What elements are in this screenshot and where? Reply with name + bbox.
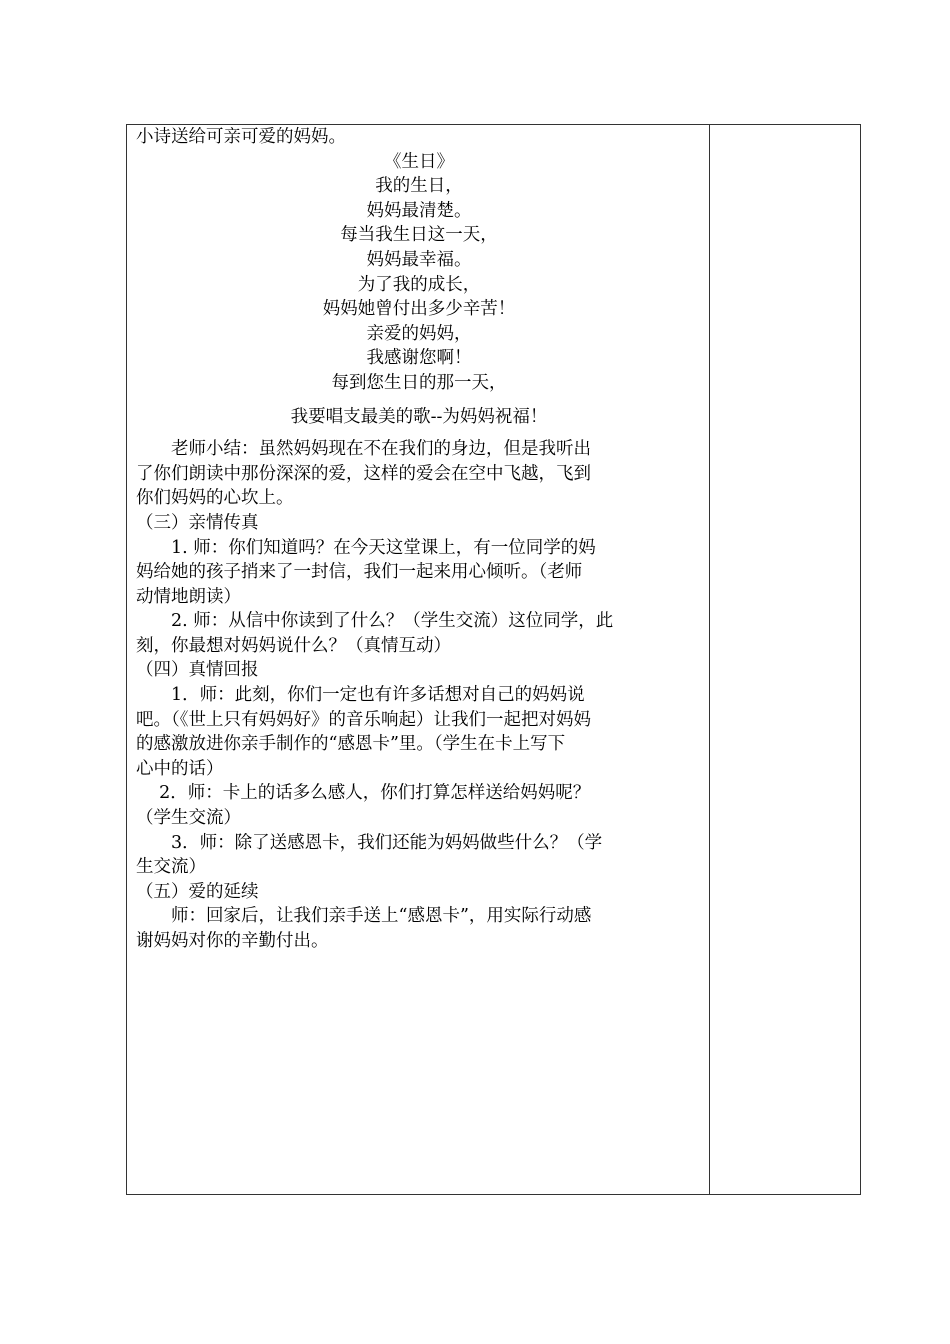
body-line: 2．师：卡上的话多么感人，你们打算怎样送给妈妈呢？ <box>136 783 591 804</box>
section-heading: （五）爱的延续 <box>136 881 259 902</box>
lesson-table <box>126 124 861 1195</box>
body-line: 师：回家后，让我们亲手送上“感恩卡”，用实际行动感 <box>136 906 592 927</box>
poem-verse: 亲爱的妈妈， <box>366 323 472 344</box>
lesson-content-cell <box>136 125 702 954</box>
section-heading: （四）真情回报 <box>136 660 259 681</box>
body-line: 刻，你最想对妈妈说什么？（真情互动） <box>136 635 451 656</box>
poem-verse: 每到您生日的那一天， <box>331 372 507 393</box>
body-line: 2. 师：从信中你读到了什么？（学生交流）这位同学，此 <box>136 611 614 632</box>
body-line: 老师小结：虽然妈妈现在不在我们的身边，但是我听出 <box>136 439 591 460</box>
poem-title: 《生日》 <box>384 151 454 172</box>
intro-line: 小诗送给可亲可爱的妈妈。 <box>136 127 346 147</box>
body-line: 动情地朗读） <box>136 586 241 607</box>
poem-verse: 每当我生日这一天， <box>340 225 498 246</box>
column-divider <box>709 125 710 1194</box>
body-line: （学生交流） <box>136 808 241 829</box>
body-line: 的感激放进你亲手制作的“感恩卡”里。（学生在卡上写下 <box>136 734 566 755</box>
body-line: 心中的话） <box>136 758 224 779</box>
body-line: 1. 师：你们知道吗？在今天这堂课上，有一位同学的妈 <box>136 537 596 558</box>
poem-verse: 为了我的成长， <box>357 274 481 295</box>
body-line: 3．师：除了送感恩卡，我们还能为妈妈做些什么？（学 <box>136 832 603 853</box>
body-line: 妈给她的孩子捎来了一封信，我们一起来用心倾听。（老师 <box>136 562 583 583</box>
poem-last-verse: 我要唱支最美的歌--为妈妈祝福！ <box>290 406 548 427</box>
section-heading: （三）亲情传真 <box>136 512 259 533</box>
poem-verse: 妈妈最清楚。 <box>366 200 472 221</box>
body-line: 吧。（《世上只有妈妈好》的音乐响起）让我们一起把对妈妈 <box>136 709 591 730</box>
poem-verse: 我感谢您啊！ <box>366 348 472 369</box>
poem-verse: 我的生日， <box>375 176 463 197</box>
body-line: 生交流） <box>136 857 206 878</box>
poem-verse: 妈妈她曾付出多少辛苦！ <box>322 299 516 320</box>
poem-verse: 妈妈最幸福。 <box>366 249 472 270</box>
body-line: 1．师：此刻，你们一定也有许多话想对自己的妈妈说 <box>136 685 585 706</box>
body-line: 了你们朗读中那份深深的爱，这样的爱会在空中飞越，飞到 <box>136 463 591 484</box>
body-line: 你们妈妈的心坎上。 <box>136 488 294 509</box>
body-line: 谢妈妈对你的辛勤付出。 <box>136 931 329 951</box>
